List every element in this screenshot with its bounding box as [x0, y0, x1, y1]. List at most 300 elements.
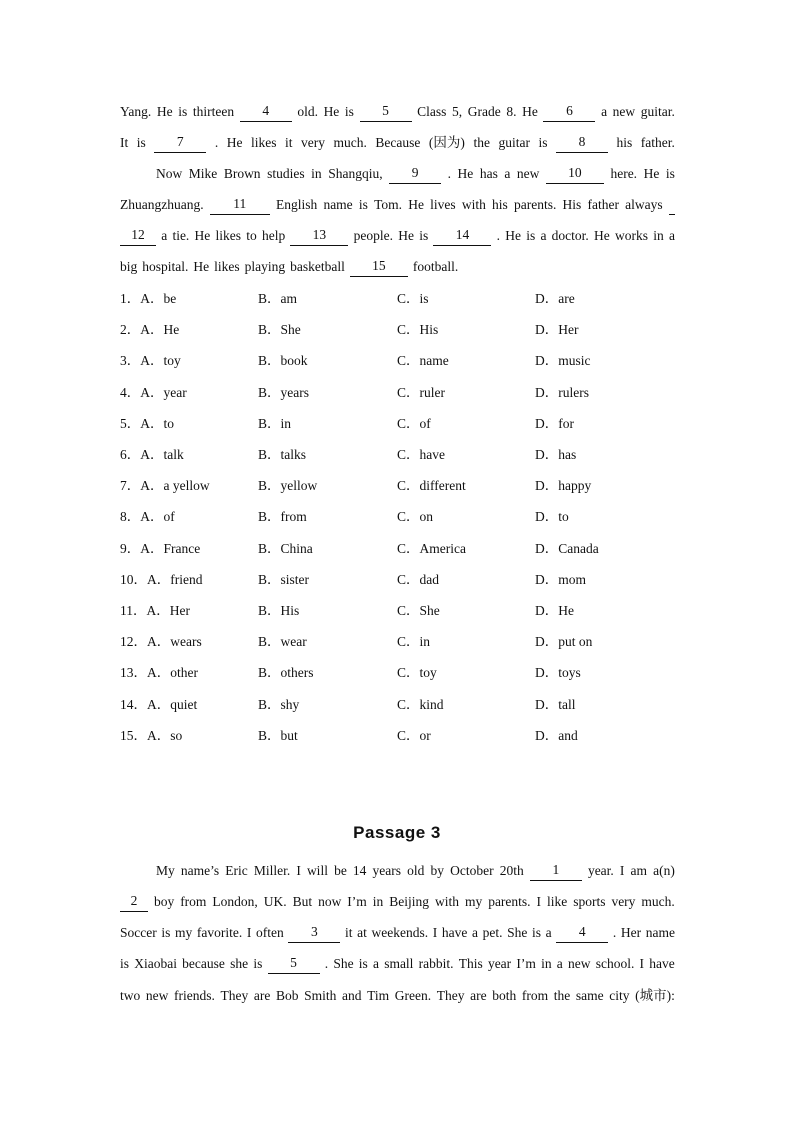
option-a[interactable]: A．other	[147, 665, 198, 681]
word: are	[470, 988, 487, 1003]
word: a	[372, 956, 379, 971]
word: school.	[595, 956, 635, 971]
option-b[interactable]: B．others	[258, 665, 314, 681]
word: a	[504, 166, 511, 181]
word: works	[614, 228, 648, 243]
word: small	[384, 956, 414, 971]
word: now	[318, 894, 342, 909]
option-a[interactable]: A．quiet	[147, 696, 198, 712]
word: He	[226, 135, 243, 150]
question-number: 6．	[120, 447, 141, 462]
word: his	[616, 135, 633, 150]
answer-blank: 10	[546, 164, 604, 184]
text-line	[120, 226, 675, 246]
question-number: 3．	[120, 353, 141, 369]
word: she	[230, 956, 249, 971]
word: from	[521, 988, 549, 1003]
word: in	[311, 166, 322, 181]
question-number: 9．	[120, 540, 141, 556]
word: weekends.	[371, 925, 429, 940]
word: like	[546, 894, 568, 909]
word: 14	[352, 863, 367, 878]
word: Miller.	[253, 863, 291, 878]
word: be	[334, 863, 347, 878]
question-number: 13．	[120, 665, 147, 681]
word: a(n)	[653, 863, 675, 878]
word: He	[457, 166, 474, 181]
word: is	[526, 228, 536, 243]
word: (城市):	[635, 988, 675, 1003]
option-d[interactable]: D．mom	[535, 571, 587, 587]
option-b[interactable]: B．yellow	[258, 478, 318, 494]
word: is	[178, 104, 188, 119]
word: Her	[620, 925, 642, 940]
word: friends.	[174, 988, 215, 1003]
word: .	[324, 956, 329, 971]
answer-blank: 7	[154, 133, 206, 153]
word: Grade	[467, 104, 501, 119]
question-row	[120, 726, 640, 746]
option-a-col	[120, 476, 210, 496]
option-d[interactable]: D．happy	[535, 478, 592, 494]
word: Now	[156, 166, 183, 181]
answer-blank: 1	[530, 861, 582, 881]
word: a	[668, 228, 675, 243]
word: new	[516, 166, 540, 181]
word: parents.	[488, 894, 531, 909]
word: new	[568, 956, 591, 971]
word: Yang.	[120, 104, 152, 119]
question-row	[120, 632, 640, 652]
option-a-col	[120, 320, 179, 340]
word: is	[538, 135, 548, 150]
word: His	[562, 197, 582, 212]
answer-blank: 5	[268, 954, 320, 974]
option-a-col	[120, 570, 202, 590]
word: my	[175, 925, 193, 940]
word: They	[436, 988, 465, 1003]
answer-blank: 15	[350, 257, 408, 277]
option-b[interactable]: B．wear	[258, 634, 307, 650]
word: He	[594, 228, 610, 243]
word: a	[471, 925, 478, 940]
option-b[interactable]: B．years	[258, 384, 309, 400]
word: hospital.	[142, 259, 189, 274]
word: is	[253, 956, 263, 971]
word: This	[458, 956, 483, 971]
option-c[interactable]: C．dad	[397, 571, 439, 587]
word: .	[612, 925, 617, 940]
option-b[interactable]: B．book	[258, 353, 308, 369]
word: 8.	[506, 104, 517, 119]
text-line	[120, 986, 675, 1006]
word: is	[531, 925, 541, 940]
word: She	[333, 956, 354, 971]
option-a[interactable]: A．year	[140, 384, 187, 400]
word: likes	[214, 259, 240, 274]
option-a[interactable]: A．a yellow	[140, 478, 210, 494]
option-c[interactable]: C．in	[397, 634, 431, 650]
word: He	[323, 104, 340, 119]
answer-blank: 9	[389, 164, 441, 184]
word: in	[653, 228, 664, 243]
word: London,	[212, 894, 258, 909]
answer-blank: 4	[556, 923, 608, 943]
word: his	[492, 197, 508, 212]
word: is	[358, 197, 368, 212]
word: pet.	[482, 925, 503, 940]
option-a-col	[120, 695, 197, 715]
option-c[interactable]: C．She	[397, 603, 440, 618]
option-a[interactable]: A．so	[147, 727, 183, 743]
word: likes	[215, 228, 241, 243]
passage-3-title: Passage 3	[353, 823, 441, 842]
word: Smith	[304, 988, 337, 1003]
word: same	[575, 988, 604, 1003]
option-a-col	[120, 539, 200, 559]
option-c[interactable]: C．or	[397, 727, 431, 743]
option-a-col	[120, 663, 198, 683]
word: old	[407, 863, 425, 878]
option-d[interactable]: D．are	[535, 291, 575, 306]
word: with	[434, 894, 459, 909]
question-row	[120, 663, 640, 683]
word: 5,	[452, 104, 463, 119]
word: basketball	[290, 259, 345, 274]
option-a-col	[120, 726, 182, 746]
word: to	[246, 228, 257, 243]
word: by	[430, 863, 444, 878]
word: years	[372, 863, 402, 878]
question-row	[120, 539, 640, 559]
answer-blank: 4	[240, 102, 292, 122]
word: have	[649, 956, 675, 971]
word: name	[323, 197, 353, 212]
option-a[interactable]: A．be	[140, 291, 177, 306]
option-b[interactable]: B．from	[258, 509, 307, 525]
option-b[interactable]: B．sister	[258, 571, 310, 587]
question-number: 8．	[120, 509, 141, 525]
word: a	[540, 228, 547, 243]
word: with	[461, 197, 486, 212]
option-d[interactable]: D．and	[535, 727, 578, 743]
question-row	[120, 601, 640, 621]
option-c[interactable]: C．on	[397, 509, 434, 525]
question-number: 12．	[120, 634, 147, 650]
word: is	[419, 228, 429, 243]
word: likes	[250, 135, 277, 150]
option-a-col	[120, 632, 202, 652]
word: He	[505, 228, 521, 243]
word: a	[556, 956, 563, 971]
word: boy	[153, 894, 175, 909]
word: He	[408, 197, 424, 212]
word: I	[246, 925, 252, 940]
option-c[interactable]: C．different	[397, 478, 466, 494]
option-c[interactable]: C．of	[397, 415, 431, 431]
word: are	[253, 988, 271, 1003]
option-c[interactable]: C．is	[397, 291, 429, 306]
text-line	[120, 102, 675, 122]
word: year.	[587, 863, 614, 878]
option-d[interactable]: D．has	[535, 447, 577, 462]
word: my	[464, 894, 483, 909]
answer-blank: 12	[120, 226, 156, 246]
option-a-col	[120, 507, 175, 527]
word: old.	[297, 104, 318, 119]
option-d[interactable]: D．Canada	[535, 540, 599, 556]
option-a[interactable]: A．France	[140, 540, 201, 556]
word: new	[145, 988, 169, 1003]
word: Mike	[188, 166, 218, 181]
word: football.	[412, 259, 459, 274]
option-b[interactable]: B．shy	[258, 696, 300, 712]
option-a-col	[120, 414, 174, 434]
word: from	[180, 894, 207, 909]
option-d[interactable]: D．toys	[535, 665, 581, 681]
word: much.	[333, 135, 367, 150]
question-row	[120, 476, 640, 496]
word: both	[492, 988, 517, 1003]
option-a-col	[120, 289, 176, 309]
word: a	[161, 228, 168, 243]
answer-blank: 13	[290, 226, 348, 246]
word: He	[398, 228, 414, 243]
word: .	[214, 135, 219, 150]
word: lives	[430, 197, 456, 212]
word: is	[358, 956, 368, 971]
word: and	[342, 988, 362, 1003]
word: is	[120, 956, 130, 971]
question-row	[120, 351, 640, 371]
word: it	[284, 135, 293, 150]
word: Beijing	[389, 894, 429, 909]
word: rabbit.	[418, 956, 454, 971]
option-c[interactable]: C．toy	[397, 665, 437, 681]
word: October	[450, 863, 494, 878]
word: name’s	[180, 863, 220, 878]
word: Tim	[367, 988, 390, 1003]
text-line	[120, 257, 675, 277]
word: He	[522, 104, 538, 119]
question-number: 2．	[120, 322, 141, 338]
option-d[interactable]: D．He	[535, 603, 574, 618]
option-d[interactable]: D．rulers	[535, 384, 589, 400]
option-c[interactable]: C．His	[397, 322, 439, 338]
word: people.	[353, 228, 394, 243]
word: But	[292, 894, 313, 909]
question-row	[120, 507, 640, 527]
word: My	[156, 863, 175, 878]
word: They	[220, 988, 249, 1003]
option-b[interactable]: B．His	[258, 603, 300, 618]
word: He	[193, 259, 210, 274]
question-row	[120, 320, 640, 340]
option-b[interactable]: B．but	[258, 727, 298, 743]
word: here.	[610, 166, 638, 181]
answer-blank: 6	[543, 102, 595, 122]
word: doctor.	[551, 228, 589, 243]
option-a[interactable]: A．Her	[146, 603, 190, 618]
word: father.	[640, 135, 675, 150]
word: am	[630, 863, 648, 878]
word: a	[601, 104, 608, 119]
option-c[interactable]: C．kind	[397, 696, 444, 712]
option-b[interactable]: B．She	[258, 322, 301, 338]
word: 20th	[499, 863, 524, 878]
option-a-col	[120, 601, 190, 621]
option-d[interactable]: D．Her	[535, 322, 579, 338]
word: I	[639, 956, 645, 971]
word: a	[545, 925, 552, 940]
word: Because	[375, 135, 421, 150]
word: because	[182, 956, 225, 971]
word: Green.	[394, 988, 432, 1003]
word: English	[275, 197, 318, 212]
word: Zhuangzhuang.	[120, 197, 204, 212]
option-d[interactable]: D．put on	[535, 634, 593, 650]
option-b[interactable]: B．China	[258, 540, 313, 556]
word: is	[665, 166, 675, 181]
word: father	[587, 197, 619, 212]
word: very	[301, 135, 326, 150]
question-number: 11．	[120, 603, 147, 618]
word: parents.	[513, 197, 557, 212]
word: help	[261, 228, 286, 243]
option-d[interactable]: D．tall	[535, 696, 576, 712]
word: studies	[267, 166, 305, 181]
word: thirteen	[192, 104, 235, 119]
question-number: 15．	[120, 727, 147, 743]
question-row	[120, 414, 640, 434]
answer-blank: 5	[360, 102, 412, 122]
option-a[interactable]: A．He	[140, 322, 180, 338]
word: He	[643, 166, 660, 181]
question-number: 1．	[120, 291, 141, 306]
word: Eric	[225, 863, 248, 878]
option-a[interactable]: A．of	[140, 509, 175, 525]
word: Tom.	[374, 197, 403, 212]
answer-blank: 3	[288, 923, 340, 943]
option-b[interactable]: B．talks	[258, 447, 307, 462]
word: big	[120, 259, 138, 274]
answer-blank: 14	[433, 226, 491, 246]
word: playing	[244, 259, 286, 274]
word: I	[296, 863, 301, 878]
option-d[interactable]: D．for	[535, 415, 574, 431]
answer-blank: 8	[556, 133, 608, 153]
question-number: 10．	[120, 571, 147, 587]
word: is	[136, 135, 146, 150]
option-b[interactable]: B．in	[258, 415, 292, 431]
word: in	[372, 894, 384, 909]
word: at	[357, 925, 367, 940]
word: sports	[573, 894, 606, 909]
word: .	[447, 166, 452, 181]
word: much.	[641, 894, 675, 909]
word: favorite.	[196, 925, 243, 940]
word: has	[479, 166, 498, 181]
word: UK.	[263, 894, 287, 909]
word: He	[194, 228, 211, 243]
option-b[interactable]: B．am	[258, 291, 297, 306]
word: (因为)	[428, 135, 465, 150]
question-row	[120, 445, 640, 465]
word: it	[345, 925, 353, 940]
text-line	[120, 861, 675, 881]
option-a[interactable]: A．toy	[140, 353, 181, 369]
word: guitar.	[640, 104, 675, 119]
word: year	[487, 956, 512, 971]
option-a-col	[120, 445, 184, 465]
option-c[interactable]: C．America	[397, 540, 466, 556]
option-c[interactable]: C．name	[397, 353, 449, 369]
word: often	[256, 925, 284, 940]
word: I	[432, 925, 438, 940]
question-number: 5．	[120, 415, 141, 431]
word: I	[536, 894, 542, 909]
word: I	[619, 863, 625, 878]
word: .	[496, 228, 501, 243]
word: name	[645, 925, 675, 940]
word: She	[507, 925, 528, 940]
word: very	[611, 894, 636, 909]
option-c[interactable]: C．ruler	[397, 384, 445, 400]
option-a[interactable]: A．friend	[147, 571, 203, 587]
word: will	[306, 863, 328, 878]
word: It	[120, 135, 129, 150]
question-row	[120, 695, 640, 715]
option-d[interactable]: D．music	[535, 353, 591, 369]
word: is	[344, 104, 354, 119]
word: two	[120, 988, 141, 1003]
text-line	[120, 923, 675, 943]
option-d[interactable]: D．to	[535, 509, 569, 525]
word: Soccer	[120, 925, 157, 940]
word: guitar	[498, 135, 530, 150]
option-c[interactable]: C．have	[397, 447, 445, 462]
answer-blank: 11	[210, 195, 270, 215]
word: in	[541, 956, 552, 971]
question-number: 4．	[120, 384, 141, 400]
word: Shangqiu,	[328, 166, 383, 181]
question-number: 7．	[120, 478, 141, 494]
word: I’m	[347, 894, 367, 909]
question-number: 14．	[120, 696, 147, 712]
question-row	[120, 289, 640, 309]
text-line	[120, 892, 675, 912]
word: Brown	[223, 166, 261, 181]
word: tie.	[172, 228, 190, 243]
option-a[interactable]: A．talk	[140, 447, 184, 462]
word: Class	[417, 104, 447, 119]
word: Xiaobai	[134, 956, 177, 971]
question-row	[120, 383, 640, 403]
word: is	[161, 925, 171, 940]
question-row	[120, 570, 640, 590]
option-a[interactable]: A．to	[140, 415, 174, 431]
word: He	[156, 104, 173, 119]
option-a[interactable]: A．wears	[147, 634, 202, 650]
word: city	[609, 988, 630, 1003]
answer-blank	[669, 195, 675, 215]
word: I’m	[516, 956, 536, 971]
text-line	[120, 164, 675, 184]
option-a-col	[120, 351, 181, 371]
word: Bob	[275, 988, 299, 1003]
text-line	[120, 195, 675, 215]
text-line	[120, 133, 675, 153]
